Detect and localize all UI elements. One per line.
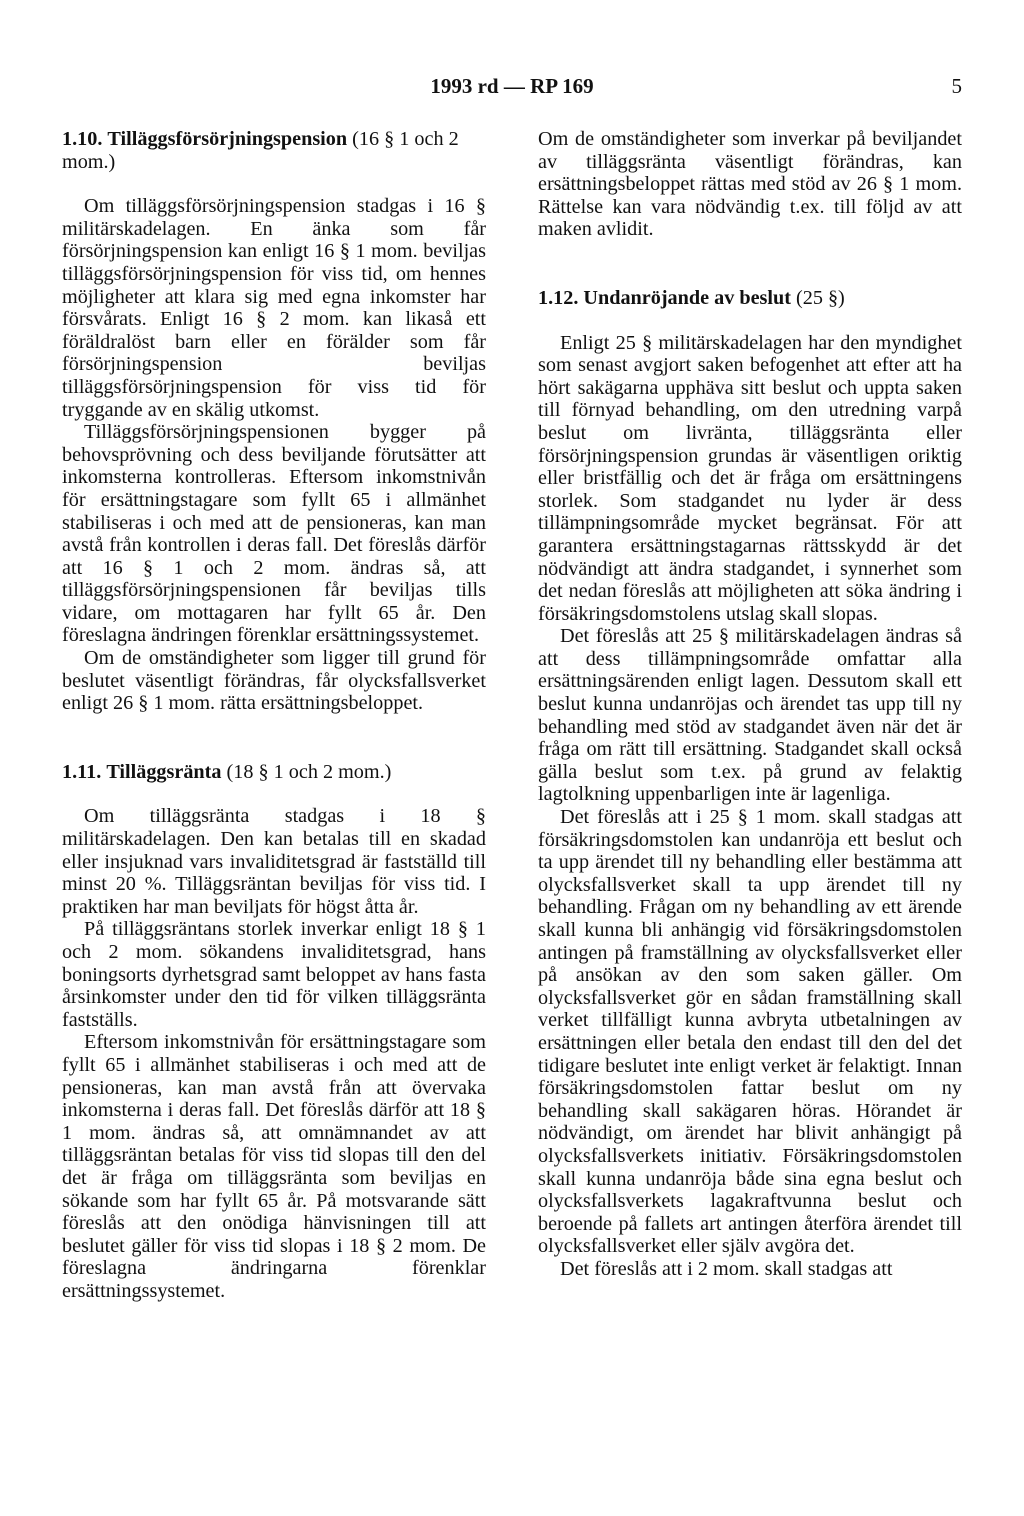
page-number: 5	[951, 74, 962, 98]
section-number: 1.12.	[538, 286, 579, 309]
section-heading-1-10	[62, 128, 486, 173]
paragraph: Om tilläggsränta stadgas i 18 § militärskadelagen. Den kan betalas till en skadad eller insjuknad vars invaliditetsgrad är fastställd till minst 20 %. Tilläggsräntan beviljas för viss tid. I praktiken har man beviljats för högst åtta år.	[62, 805, 486, 918]
paragraph: På tilläggsräntans storlek inverkar enligt 18 § 1 och 2 mom. sökandens invaliditetsgrad, hans boningsorts dyrhetsgrad samt beloppet av hans fasta årsinkomster under den tid för vilken tilläggsränta fastställs.	[62, 918, 486, 1031]
section-heading-1-11	[62, 761, 486, 784]
section-number: 1.11.	[62, 760, 102, 783]
section-number: 1.10.	[62, 128, 103, 150]
paragraph: Det föreslås att i 25 § 1 mom. skall stadgas att försäkringsdomstolen kan undanröja ett beslut och ta upp ärendet till ny behandling eller bestämma att olycksfallsverket skall ta upp ärendet till ny behandling. Frågan om ny behandling av ett ärende skall kunna bli anhängig vid försäkringsdomstolen antingen på framställning av olycksfallsverket eller på ansökan av den som saken gäller. Om olycksfallsverket gör en sådan framställning skall verket tillfälligt kunna avbryta utbetalningen av ersättningen eller betala den endast till den del det tidigare beslutet inte enligt verket är felaktigt. Innan försäkringsdomstolen fattar beslut om ny behandling skall sakägaren höras. Hörandet är nödvändigt, om ärendet har blivit anhängigt på olycksfallsverkets initiativ. Försäkringsdomstolen skall kunna undanröja både sina egna beslut och olycksfallsverkets lagakraftvunna beslut och beroende på fallets art antingen återföra ärendet till olycksfallsverket eller själv avgöra det.	[538, 806, 962, 1258]
paragraph: Om tilläggsförsörjningspension stadgas i 16 § militärskadelagen. En änka som får försörjningspension kan enligt 16 § 1 mom. beviljas tilläggsförsörjningspension för viss tid, om hennes möjligheter att klara sig med egna inkomster har försvårats. Enligt 16 § 2 mom. kan likaså ett föräldralöst barn eller en förälder som får försörjningspension beviljas tilläggsförsörjningspension för viss tid för tryggande av en skälig utkomst.	[62, 195, 486, 421]
paragraph: Det föreslås att 25 § militärskadelagen ändras så att dess tillämpningsområde omfattar alla ersättningsärenden enligt lagen. Dessutom skall ett beslut kunna undanröjas och ärendet tas upp till ny behandling med stöd av stadgandet även när det är fråga om rätt till ersättning. Stadgandet skall också gälla beslut som t.ex. på grund av felaktig lagtolkning uppenbarligen inte är lagenliga.	[538, 625, 962, 806]
paragraph: Tilläggsförsörjningspensionen bygger på behovsprövning och dess beviljande förutsätter att inkomsterna kontrolleras. Eftersom inkomstnivån för ersättningstagare som fyllt 65 i allmänhet stabiliseras i och med att de pensioneras, kan man avstå från kontrollen i deras fall. Det föreslås därför att 16 § 1 och 2 mom. ändras så, att tilläggsförsörjningspensionen får beviljas tills vidare, om mottagaren har fyllt 65 år. Den föreslagna ändringen förenklar ersättningssystemet.	[62, 421, 486, 647]
section-reference: (16 § 1 och 2 mom.)	[62, 128, 459, 173]
section-heading-1-12	[538, 287, 962, 310]
section-reference: (18 § 1 och 2 mom.)	[226, 760, 392, 783]
section-title: Undanröjande av beslut	[583, 286, 791, 309]
paragraph: Det föreslås att i 2 mom. skall stadgas att	[560, 1257, 893, 1280]
paragraph: Enligt 25 § militärskadelagen har den myndighet som senast avgjort saken befogenhet att efter att ha hört sakägarna upphäva sitt beslut och uppta saken till förnyad behandling, om den utredning varpå beslut om livränta, tilläggsränta eller försörjningspension grundas är väsentligen oriktig eller bristfällig och det är fråga om ersättningens storlek. Som stadgandet nu lyder är dess tillämpningsområde mycket begränsat. För att garantera ersättningstagarnas rättsskydd är det nödvändigt att ändra stadgandet, i synnerhet som det nedan föreslås att möjligheten att söka ändring i försäkringsdomstolens utslag skall slopas.	[538, 331, 962, 625]
page-header	[0, 74, 1024, 104]
right-column	[538, 128, 962, 1281]
left-column	[62, 128, 486, 1303]
section-reference: (25 §)	[796, 286, 845, 309]
running-title: 1993 rd — RP 169	[430, 74, 594, 98]
section-title: Tilläggsförsörjningspension	[107, 128, 348, 150]
paragraph: Eftersom inkomstnivån för ersättningstagare som fyllt 65 i allmänhet stabiliseras i och med att de pensioneras, kan man avstå från att övervaka inkomsterna i deras fall. Det föreslås därför att 18 § 1 mom. ändras så, att omnämnandet av att tilläggsräntan betalas för viss tid slopas till den del det är fråga om tilläggsränta som beviljas en sökande som har fyllt 65 år. På motsvarande sätt föreslås att den onödiga hänvisningen till att beslutet gäller för viss tid slopas i 18 § 2 mom. De föreslagna ändringarna förenklar ersättningssystemet.	[62, 1031, 486, 1302]
section-title: Tilläggsränta	[106, 760, 222, 783]
paragraph-continuation: Om de omständigheter som inverkar på beviljandet av tilläggsränta väsentligt förändras, kan ersättningsbeloppet rättas med stöd av 26 § 1 mom. Rättelse kan vara nödvändig t.ex. till följd av att maken avlidit.	[538, 128, 962, 241]
paragraph: Om de omständigheter som ligger till grund för beslutet väsentligt förändras, får olycksfallsverket enligt 26 § 1 mom. rätta ersättningsbeloppet.	[62, 647, 486, 715]
